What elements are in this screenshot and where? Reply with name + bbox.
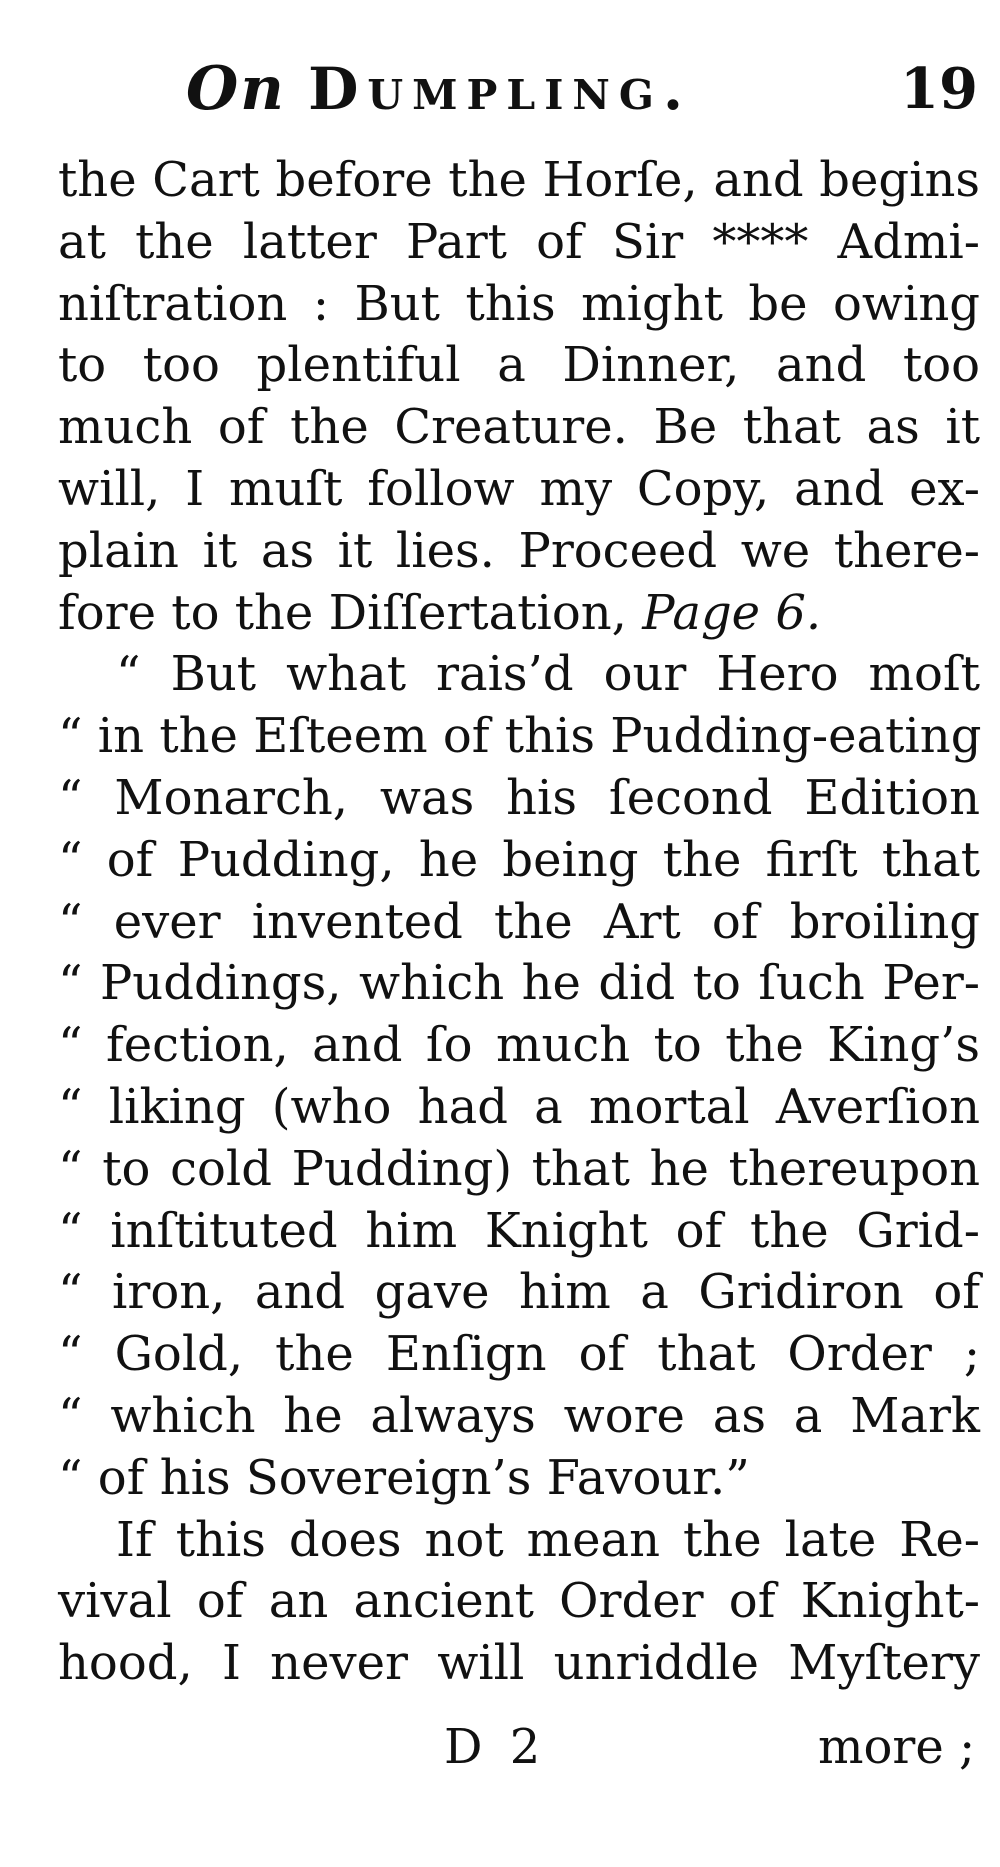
quote-line: “ Puddings, which he did to ſuch Per-: [58, 955, 980, 1012]
quote-line: “ Gold, the Enſign of that Order ;: [58, 1326, 980, 1383]
text-line: will, I muſt follow my Copy, and ex-: [58, 460, 980, 517]
text-line: to too plentiful a Dinner, and too: [58, 337, 980, 394]
text-line: hood, I never will unriddle Myſtery: [58, 1635, 980, 1692]
page-header: [0, 44, 1000, 134]
quote-line: “ inſtituted him Knight of the Grid-: [58, 1202, 980, 1259]
quote-line: “ liking (who had a mortal Averſion: [58, 1078, 980, 1135]
running-title-word-1: On: [186, 54, 286, 124]
text-line: plain it as it lies. Proceed we there-: [58, 522, 980, 579]
text-line: vival of an ancient Order of Knight-: [58, 1573, 980, 1630]
text-line: If this does not mean the late Re-: [116, 1511, 980, 1568]
running-title-word-2: Dumpling.: [308, 55, 693, 123]
quote-line: “ to cold Pudding) that he thereupon: [58, 1140, 980, 1197]
quote-line: “ fection, and ſo much to the King’s: [58, 1017, 980, 1074]
body-text: [58, 150, 980, 1695]
quote-line: “ ever invented the Art of broiling: [58, 893, 980, 950]
text-line-segment: fore to the Diſſertation,: [58, 584, 643, 641]
quote-line: “ iron, and gave him a Gridiron of: [58, 1264, 980, 1321]
text-line: much of the Creature. Be that as it: [58, 399, 980, 456]
quote-line: “ of his Sovereign’s Favour.”: [58, 1449, 750, 1506]
signature-mark: D 2: [444, 1719, 547, 1775]
running-title: [186, 44, 692, 134]
quote-line: “ which he always wore as a Mark: [58, 1387, 980, 1444]
text-line: at the latter Part of Sir **** Admi-: [58, 213, 980, 270]
page-footer: [0, 1712, 1000, 1782]
page-number: 19: [900, 56, 978, 122]
quote-line: “ of Pudding, he being the firſt that: [58, 831, 980, 888]
quote-line: “ But what rais’d our Hero moſt: [116, 646, 980, 703]
quote-line: “ in the Eſteem of this Pudding-eating: [58, 708, 982, 765]
page-reference: Page 6.: [642, 584, 822, 641]
text-line: the Cart before the Horſe, and begins: [58, 152, 980, 208]
text-line: niſtration : But this might be owing: [58, 275, 980, 332]
catchword: more ;: [818, 1719, 976, 1775]
quote-line: “ Monarch, was his ſecond Edition: [58, 769, 980, 826]
text-line-with-page-reference: [58, 583, 980, 645]
